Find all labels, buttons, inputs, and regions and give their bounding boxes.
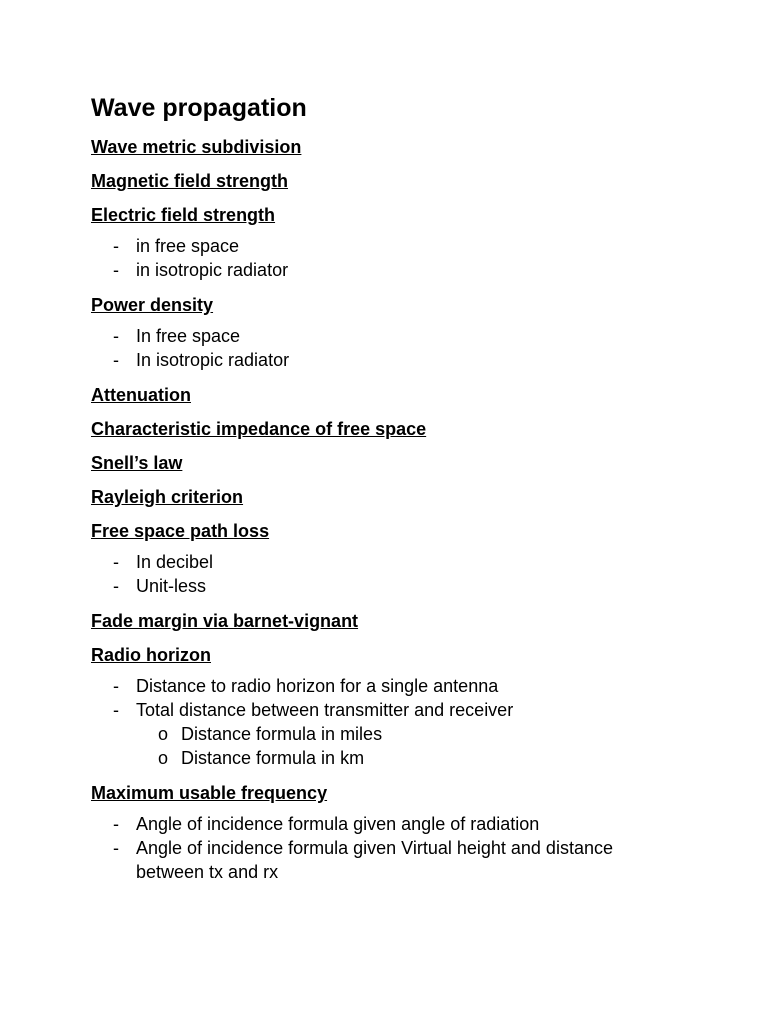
dash-marker: - xyxy=(113,552,119,572)
heading-snells-law: Snell’s law xyxy=(91,453,183,473)
power-density-list xyxy=(91,324,728,372)
list-item: - Unit-less xyxy=(113,576,207,596)
dash-marker: - xyxy=(113,700,119,720)
heading-wave-metric-subdivision: Wave metric subdivision xyxy=(91,137,302,157)
heading-attenuation: Attenuation xyxy=(91,385,191,405)
path-loss-list xyxy=(91,550,728,598)
heading-electric-field-strength: Electric field strength xyxy=(91,205,276,225)
document-title: Wave propagation xyxy=(91,94,307,122)
document-page xyxy=(91,92,728,896)
heading-rayleigh-criterion: Rayleigh criterion xyxy=(91,487,244,507)
radio-horizon-sublist xyxy=(136,722,728,770)
list-item: - in isotropic radiator xyxy=(113,260,289,280)
dash-marker: - xyxy=(113,326,119,346)
heading-magnetic-field-strength: Magnetic field strength xyxy=(91,171,289,191)
radio-horizon-list xyxy=(91,674,728,770)
dash-marker: - xyxy=(113,576,119,596)
list-item: - In isotropic radiator xyxy=(113,350,290,370)
dash-marker: - xyxy=(113,814,119,834)
list-item: - In free space xyxy=(113,326,241,346)
dash-marker: - xyxy=(113,838,119,858)
heading-free-space-path-loss: Free space path loss xyxy=(91,521,270,541)
dash-marker: - xyxy=(113,236,119,256)
heading-maximum-usable-frequency: Maximum usable frequency xyxy=(91,783,328,803)
list-item: - Angle of incidence formula given Virtual height and distance between tx and rx xyxy=(113,838,613,882)
list-item: - In decibel xyxy=(113,552,214,572)
heading-radio-horizon: Radio horizon xyxy=(91,645,211,665)
dash-marker: - xyxy=(113,350,119,370)
list-item: - in free space xyxy=(113,236,240,256)
sub-list-item: o Distance formula in miles xyxy=(158,724,383,744)
heading-characteristic-impedance: Characteristic impedance of free space xyxy=(91,419,427,439)
muf-list xyxy=(91,812,728,884)
dash-marker: - xyxy=(113,676,119,696)
circle-bullet: o xyxy=(158,748,169,768)
list-item: - Angle of incidence formula given angle of radiation xyxy=(113,814,540,834)
dash-marker: - xyxy=(113,260,119,280)
heading-fade-margin: Fade margin via barnet-vignant xyxy=(91,611,359,631)
list-item: - Total distance between transmitter and receiver o Distance formula in miles o Distance formula in km xyxy=(91,698,728,770)
list-item: - Distance to radio horizon for a single antenna xyxy=(113,676,499,696)
circle-bullet: o xyxy=(158,724,169,744)
heading-power-density: Power density xyxy=(91,295,214,315)
electric-field-list xyxy=(91,234,728,282)
sub-list-item: o Distance formula in km xyxy=(158,748,365,768)
